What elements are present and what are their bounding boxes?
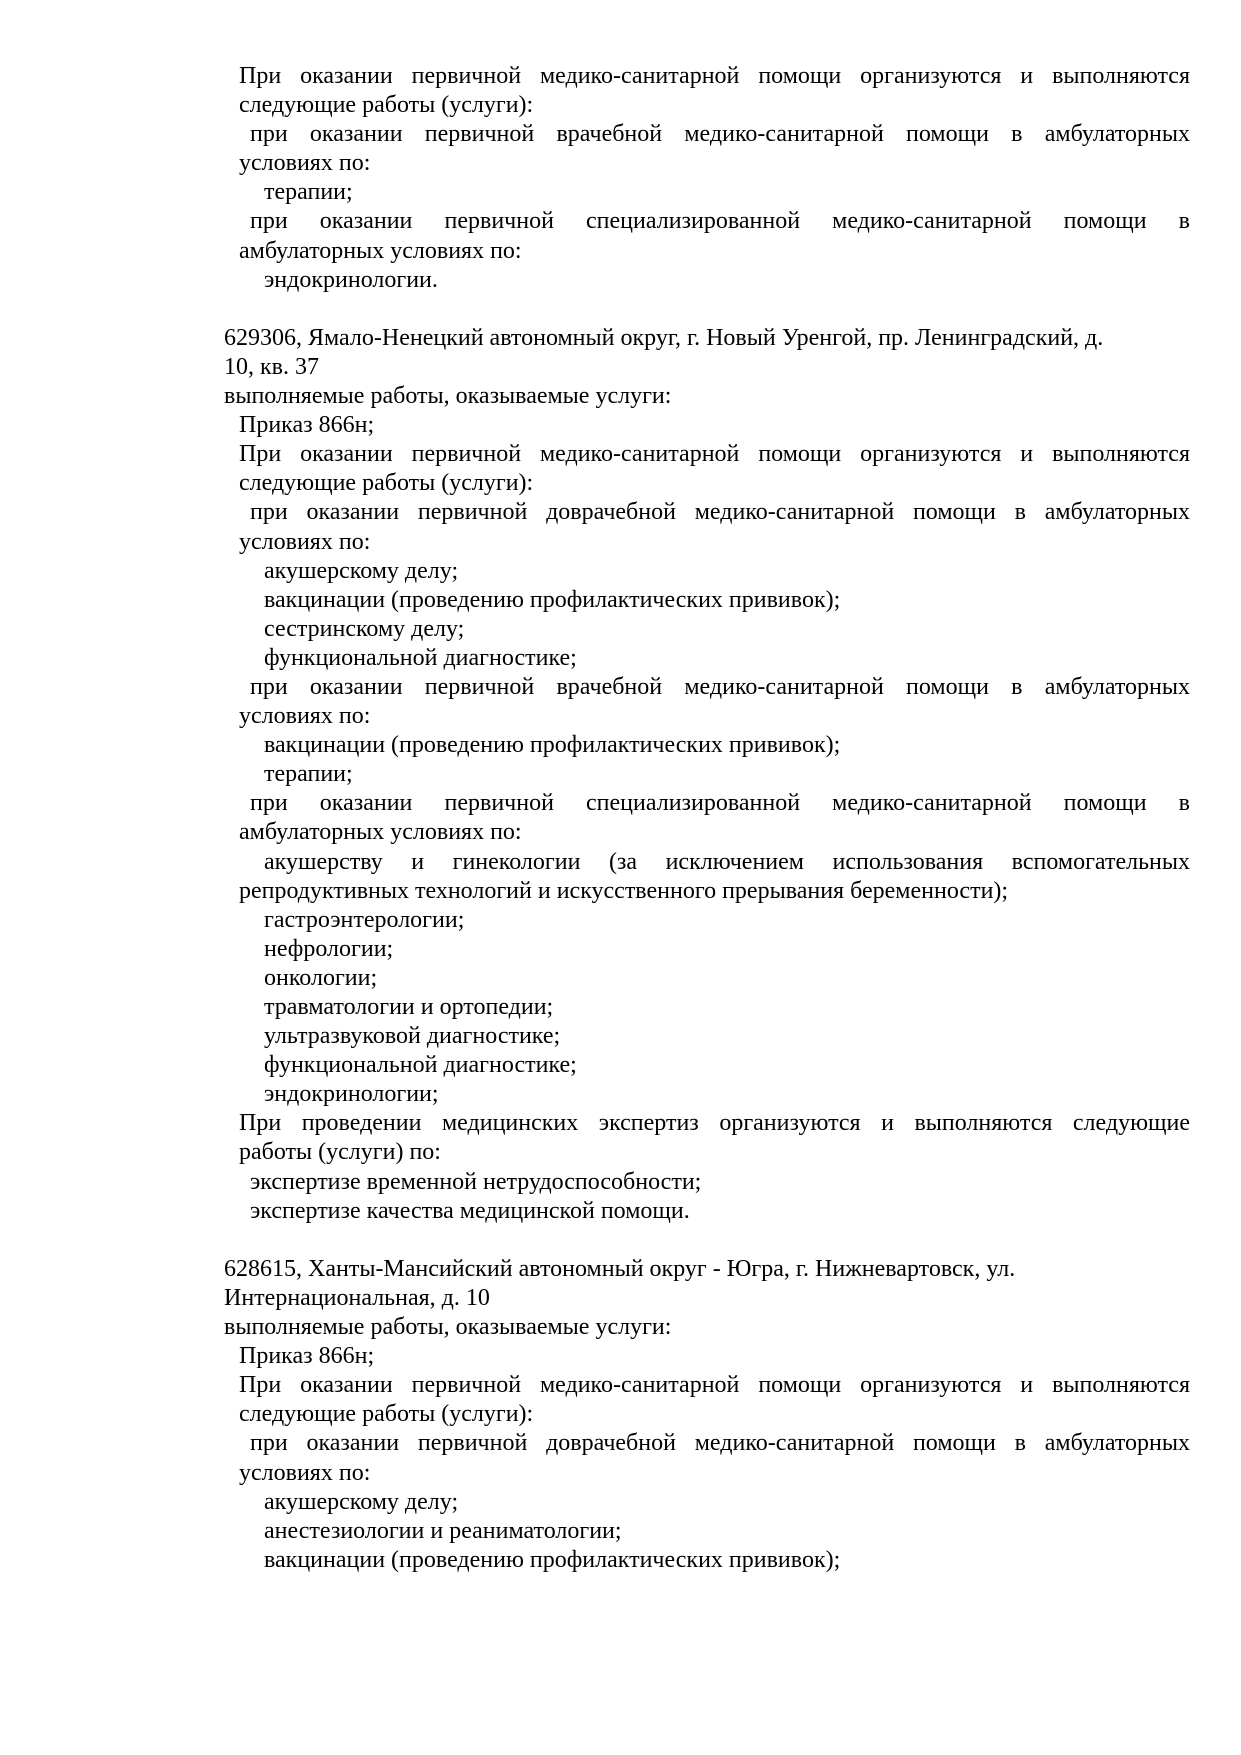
list-item: травматологии и ортопедии;: [264, 994, 554, 1020]
list-item: эндокринологии.: [264, 266, 438, 293]
list-item: вакцинации (проведению профилактических прививок);: [264, 586, 841, 613]
address-block-nizhnevartovsk: [224, 1255, 1190, 1575]
list-item: сестринскому делу;: [264, 615, 465, 642]
text-line: Приказ 866н;: [239, 1343, 375, 1370]
text-line: следующие работы (услуги):: [239, 92, 534, 119]
text-line: При оказании первичной медико-санитарной помощи организуются и выполняются: [239, 1372, 1190, 1399]
list-item: нефрологии;: [264, 935, 394, 962]
text-line: амбулаторных условиях по:: [239, 237, 522, 264]
list-item: терапии;: [264, 179, 353, 206]
text-line: при оказании первичной доврачебной медико-санитарной помощи в амбулаторных: [250, 1430, 1190, 1457]
text-line: амбулаторных условиях по:: [239, 819, 522, 846]
spacer: [224, 1226, 1190, 1255]
text-line: при оказании первичной специализированной медико-санитарной помощи в: [250, 790, 1190, 817]
text-line: условиях по:: [239, 528, 371, 555]
text-line: При оказании первичной медико-санитарной помощи организуются и выполняются: [239, 441, 1190, 468]
text-line: условиях по:: [239, 150, 371, 177]
text-line: репродуктивных технологий и искусственного прерывания беременности);: [239, 877, 1009, 904]
text-line: при оказании первичной доврачебной медико-санитарной помощи в амбулаторных: [250, 499, 1190, 526]
section-heading: выполняемые работы, оказываемые услуги:: [224, 1314, 672, 1341]
address-line: 628615, Ханты-Мансийский автономный округ - Югра, г. Нижневартовск, ул.: [224, 1255, 1016, 1282]
text-line: условиях по:: [239, 703, 371, 730]
list-item: функциональной диагностике;: [264, 644, 577, 671]
list-item: экспертизе качества медицинской помощи.: [250, 1197, 690, 1224]
list-item: акушерскому делу;: [264, 1488, 459, 1515]
list-item: вакцинации (проведению профилактических прививок);: [264, 1546, 841, 1573]
list-item: эндокринологии;: [264, 1081, 439, 1108]
address-line: 629306, Ямало-Ненецкий автономный округ, г. Новый Уренгой, пр. Ленинградский, д.: [224, 324, 1104, 351]
list-item: онкологии;: [264, 964, 378, 991]
list-item: функциональной диагностике;: [264, 1052, 577, 1079]
list-item: вакцинации (проведению профилактических прививок);: [264, 732, 841, 759]
list-item: гастроэнтерологии;: [264, 906, 465, 933]
text-line: При оказании первичной медико-санитарной помощи организуются и выполняются: [239, 63, 1190, 89]
text-line: При проведении медицинских экспертиз организуются и выполняются следующие: [239, 1110, 1190, 1137]
list-item: акушерскому делу;: [264, 557, 459, 584]
list-item: экспертизе временной нетрудоспособности;: [250, 1168, 702, 1195]
text-line: при оказании первичной врачебной медико-санитарной помощи в амбулаторных: [250, 121, 1190, 148]
spacer: [224, 295, 1190, 324]
address-line: 10, кв. 37: [224, 353, 319, 380]
text-line: при оказании первичной специализированной медико-санитарной помощи в: [250, 208, 1190, 235]
text-line: условиях по:: [239, 1459, 371, 1486]
list-item: акушерству и гинекологии (за исключением использования вспомогательных: [264, 848, 1190, 875]
text-line: следующие работы (услуги):: [239, 1401, 534, 1428]
address-line: Интернациональная, д. 10: [224, 1284, 490, 1311]
list-item: анестезиологии и реаниматологии;: [264, 1517, 622, 1544]
services-block-previous: [224, 62, 1190, 295]
document-page: [224, 62, 1190, 1575]
address-block-novy-urengoy: [224, 324, 1190, 1226]
list-item: ультразвуковой диагностике;: [264, 1023, 561, 1050]
text-line: работы (услуги) по:: [239, 1139, 441, 1166]
list-item: терапии;: [264, 761, 353, 788]
text-line: при оказании первичной врачебной медико-санитарной помощи в амбулаторных: [250, 673, 1190, 700]
text-line: Приказ 866н;: [239, 412, 375, 439]
text-line: следующие работы (услуги):: [239, 470, 534, 497]
section-heading: выполняемые работы, оказываемые услуги:: [224, 383, 672, 410]
